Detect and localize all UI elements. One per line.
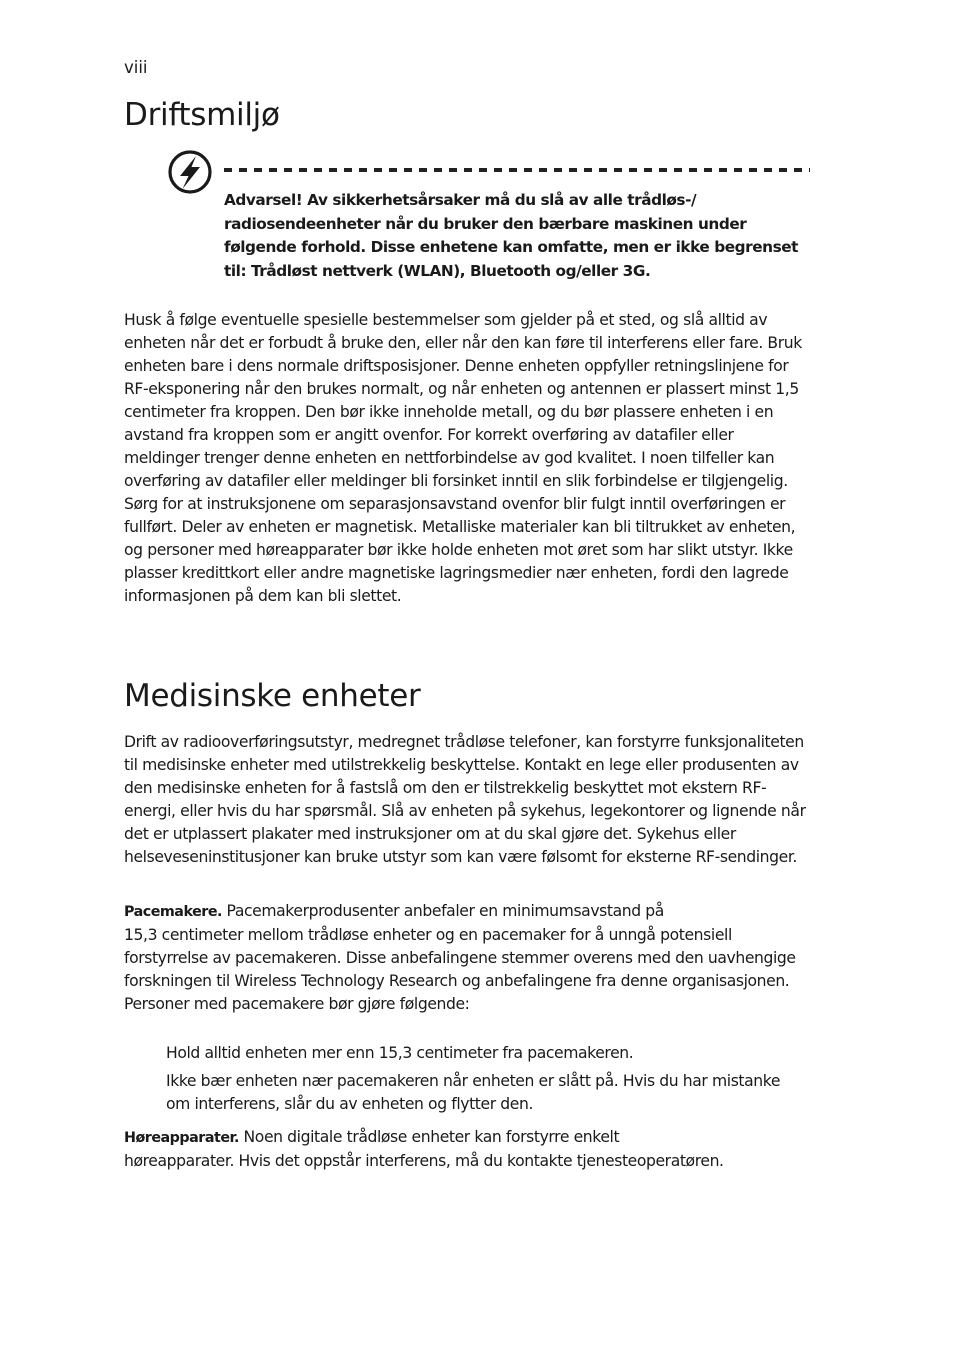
pacemaker-list	[166, 1042, 806, 1065]
pacemakers-rest: 15,3 centimeter mellom trådløse enheter og en pacemaker for å unngå potensiell forstyrrelse av pacemakeren. Disse anbefalingene stemmer overens med den uavhengige forskningen til Wireless Technology Research og anbefalingene fra denne organisasjonen. Personer med pacemakere bør gjøre følgende:	[124, 926, 796, 1013]
hearing-aids-rest: høreapparater. Hvis det oppstår interferens, må du kontakte tjenesteoperatøren.	[124, 1152, 724, 1170]
list-item: Hold alltid enheten mer enn 15,3 centimeter fra pacemakeren.	[166, 1044, 634, 1062]
driftsmiljo-paragraph: Husk å følge eventuelle spesielle bestemmelser som gjelder på et sted, og slå alltid av enheten når det er forbudt å bruke den, eller når den kan føre til interferens eller fare. Bruk enheten bare i dens normale driftsposisjoner. Denne enheten oppfyller retningslinjene for RF-eksponering når den brukes normalt, og når enheten og antennen er plassert minst 1,5 centimeter fra kroppen. Den bør ikke inneholde metall, og du bør plassere enheten i en avstand fra kroppen som er angitt ovenfor. For korrekt overføring av datafiler eller meldinger trenger denne enheten en nettforbindelse av god kvalitet. I noen tilfeller kan overføring av datafiler eller meldinger bli forsinket inntil en slik forbindelse er tilgjengelig. Sørg for at instruksjonene om separasjonsavstand ovenfor blir fulgt inntil overføringen er fullført. Deler av enheten er magnetisk. Metalliske materialer kan bli tiltrukket av enheten, og personer med høreapparater bør ikke holde enheten mot øret som har slikt utstyr. Ikke plasser kredittkort eller andre magnetiske lagringsmedier nær enheten, fordi den lagrede informasjonen på dem kan bli slettet.	[124, 311, 802, 605]
hearing-aids-paragraph	[124, 1126, 812, 1173]
warning-text: Advarsel! Av sikkerhetsårsaker må du slå av alle trådløs-/ radiosendeenheter når du bruker den bærbare maskinen under følgende forhold. Disse enhetene kan omfatte, men er ikke begrenset til: Trådløst nettverk (WLAN), Bluetooth og/eller 3G.	[224, 191, 799, 280]
warning-dashed-divider	[224, 168, 810, 172]
warning-lightning-icon	[167, 149, 213, 195]
medisinske-paragraph: Drift av radiooverføringsutstyr, medregnet trådløse telefoner, kan forstyrre funksjonaliteten til medisinske enheter med utilstrekkelig beskyttelse. Kontakt en lege eller produsenten av den medisinske enheten for å fastslå om den er tilstrekkelig beskyttet mot ekstern RF-energi, eller hvis du har spørsmål. Slå av enheten på sykehus, legekontorer og lignende når det er utplassert plakater med instruksjoner om at du skal gjøre det. Sykehus eller helseveseninstitusjoner kan bruke utstyr som kan være følsomt for eksterne RF-sendinger.	[124, 733, 806, 866]
pacemaker-list-second	[166, 1070, 806, 1116]
page-number: viii	[124, 58, 148, 77]
pacemakers-lead: Pacemakere.	[124, 904, 222, 920]
hearing-aids-lead: Høreapparater.	[124, 1130, 239, 1146]
hearing-aids-line1: Noen digitale trådløse enheter kan forstyrre enkelt	[243, 1128, 620, 1146]
section-heading-medisinske-enheter: Medisinske enheter	[124, 678, 421, 714]
pacemakers-paragraph	[124, 900, 812, 1016]
list-item: Ikke bær enheten nær pacemakeren når enheten er slått på. Hvis du har mistanke om interferens, slår du av enheten og flytter den.	[166, 1072, 781, 1113]
pacemakers-line1: Pacemakerprodusenter anbefaler en minimumsavstand på	[226, 902, 664, 920]
section-heading-driftsmiljo: Driftsmiljø	[124, 97, 280, 133]
